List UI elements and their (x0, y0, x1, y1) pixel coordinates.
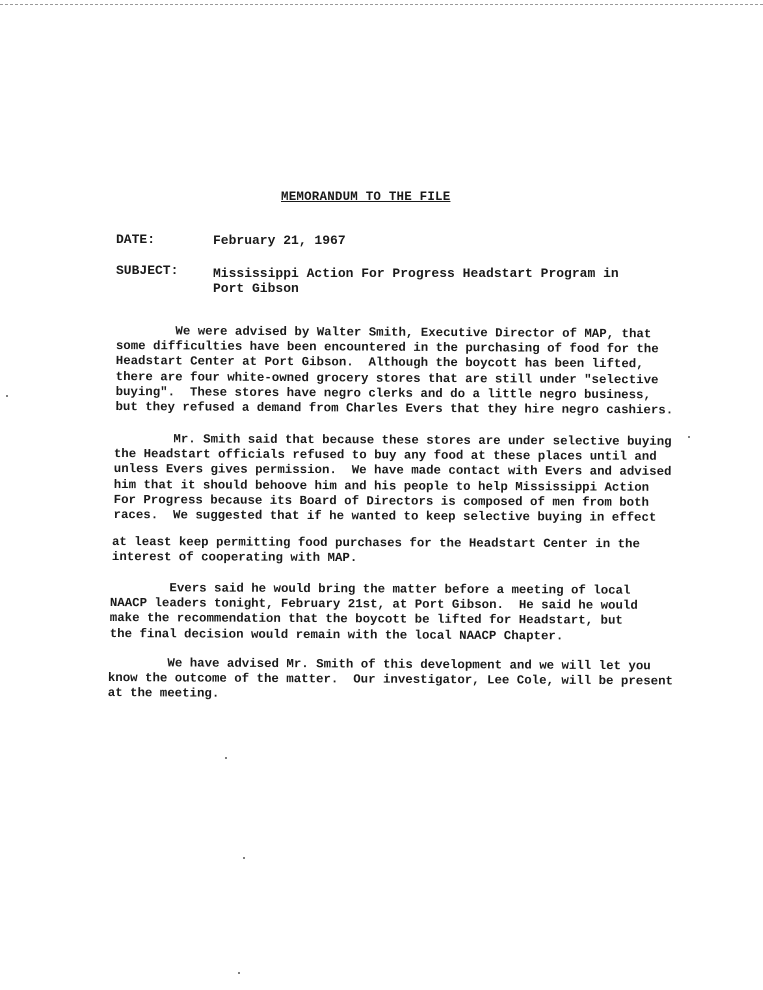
paragraph-line: the Headstart officials refused to buy any food at these places until and (113, 447, 657, 465)
paragraph-line: races. We suggested that if he wanted to keep selective buying in effect (113, 508, 657, 525)
date-label: DATE: (116, 232, 156, 247)
scan-speck (238, 972, 240, 974)
scan-speck (243, 857, 245, 859)
paragraph-line: For Progress because its Board of Directors is composed of men from both (113, 492, 650, 510)
paragraph-line: know the outcome of the matter. Our investigator, Lee Cole, will be present (107, 671, 674, 689)
paragraph-line: interest of cooperating with MAP. (111, 550, 358, 566)
paragraph-line: buying". These stores have negro clerks and do a little negro business, (115, 384, 651, 403)
paragraph-line: some difficulties have been encountered in the purchasing of food for the (115, 339, 659, 357)
paragraph-line: at the meeting. (107, 686, 220, 702)
date-value: February 21, 1967 (213, 233, 346, 248)
paragraph-line: Headstart Center at Port Gibson. Although the boycott has been lifted, (115, 354, 644, 372)
subject-line: Mississippi Action For Progress Headstart Program in (213, 266, 619, 281)
paragraph-2 (114, 432, 672, 526)
memo-title: MEMORANDUM TO THE FILE (281, 190, 451, 204)
paragraph-line: make the recommendation that the boycott be lifted for Headstart, but (109, 611, 623, 629)
top-edge-line (0, 4, 763, 5)
paragraph-line: unless Evers gives permission. We have made contact with Evers and advised (113, 462, 672, 480)
paragraph-line: NAACP leaders tonight, February 21st, at Port Gibson. He said he would (109, 596, 638, 613)
paragraph-line: at least keep permitting food purchases for the Headstart Center in the (111, 535, 640, 552)
scan-speck (688, 436, 690, 438)
paragraph-line: Evers said he would bring the matter before a meeting of local (109, 581, 631, 598)
paragraph-line: but they refused a demand from Charles Evers that they hire negro cashiers. (115, 400, 674, 418)
paragraph-line: Mr. Smith said that because these stores are under selective buying (113, 432, 672, 449)
paragraph-line: We have advised Mr. Smith of this development and we will let you (107, 656, 651, 674)
paragraph-3 (112, 535, 640, 568)
paragraph-line: the final decision would remain with the local NAACP Chapter. (109, 626, 564, 643)
paragraph-line: there are four white-owned grocery stores that are still under "selective (115, 369, 659, 387)
paragraph-line: him that it should behoove him and his people to help Mississippi Action (113, 477, 650, 495)
paragraph-1 (115, 324, 673, 419)
scan-speck (225, 757, 227, 759)
scan-speck (6, 395, 8, 397)
subject-line: Port Gibson (213, 281, 299, 296)
subject-value (213, 266, 619, 296)
paragraph-line: We were advised by Walter Smith, Executive Director of MAP, that (115, 324, 652, 342)
subject-label: SUBJECT: (116, 263, 179, 278)
paragraph-5 (108, 656, 673, 705)
paragraph-4 (110, 581, 638, 645)
